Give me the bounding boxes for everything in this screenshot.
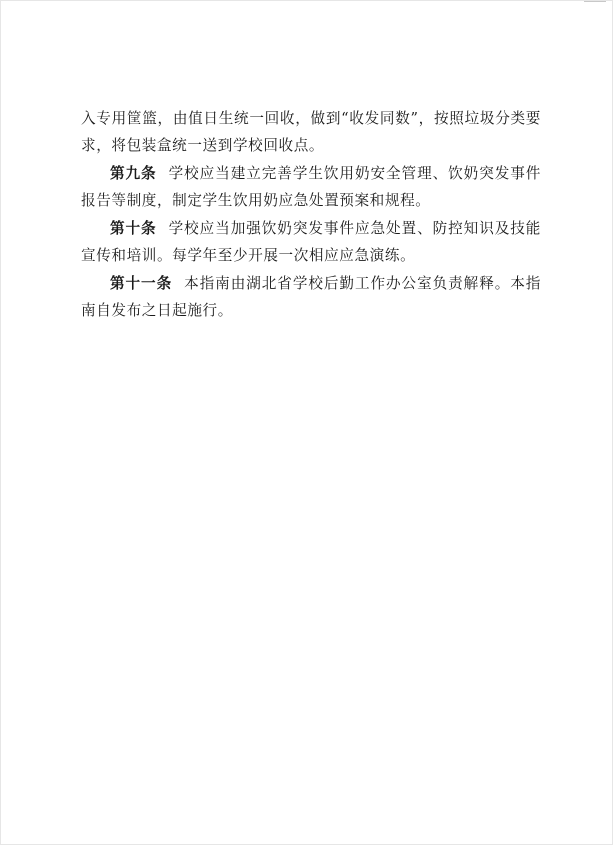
article-number: 第十条 xyxy=(110,220,157,237)
article-number: 第九条 xyxy=(110,165,157,182)
page-corner-mark xyxy=(584,1,606,2)
paragraph-text: 学校应当加强饮奶突发事件应急处置、防控知识及技能宣传和培训。每学年至少开展一次相应应急演练。 xyxy=(81,220,541,264)
paragraph-text: 学校应当建立完善学生饮用奶安全管理、饮奶突发事件报告等制度，制定学生饮用奶应急处置预案和规程。 xyxy=(81,165,541,209)
article-9-paragraph xyxy=(81,160,541,214)
document-body xyxy=(81,105,541,324)
paragraph-text: 入专用筐篮，由值日生统一回收，做到“收发同数”，按照垃圾分类要求，将包装盒统一送到学校回收点。 xyxy=(81,110,541,154)
paragraph-continued xyxy=(81,105,541,159)
article-10-paragraph xyxy=(81,215,541,269)
article-number: 第十一条 xyxy=(110,275,173,292)
paragraph-text: 本指南由湖北省学校后勤工作办公室负责解释。本指南自发布之日起施行。 xyxy=(81,275,541,319)
article-11-paragraph xyxy=(81,270,541,324)
